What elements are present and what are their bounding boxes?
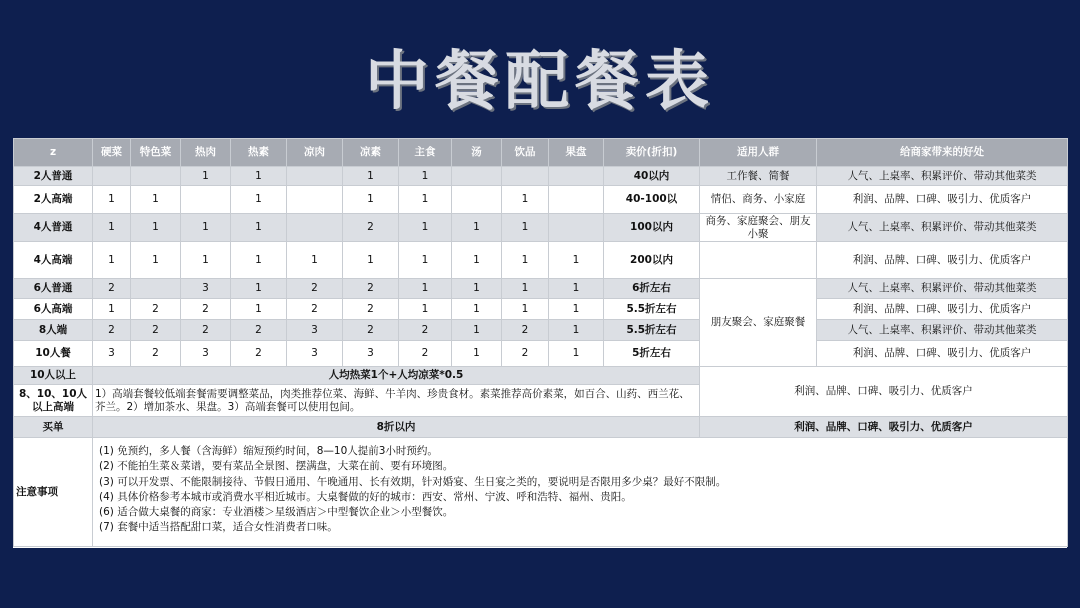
row-name: 4人普通 xyxy=(14,214,93,242)
header-cell: z xyxy=(14,139,93,167)
cell: 1 xyxy=(549,279,604,299)
cell: 1 xyxy=(131,242,181,279)
header-cell: 果盘 xyxy=(549,139,604,167)
header-cell: 硬菜 xyxy=(93,139,131,167)
cell: 3 xyxy=(343,341,399,367)
table-row xyxy=(14,341,1068,367)
price-cell: 5折左右 xyxy=(604,341,700,367)
cell: 1 xyxy=(502,186,549,214)
cell: 1 xyxy=(93,299,131,320)
cell xyxy=(549,186,604,214)
audience-cell: 商务、家庭聚会、朋友小聚 xyxy=(700,214,817,242)
row-name: 8、10、10人以上高端 xyxy=(14,385,93,417)
cell: 1 xyxy=(399,299,452,320)
cell: 2 xyxy=(131,320,181,341)
row-name: 8人端 xyxy=(14,320,93,341)
header-cell: 饮品 xyxy=(502,139,549,167)
cell: 1 xyxy=(399,186,452,214)
cell: 1 xyxy=(399,214,452,242)
note-line: (3) 可以开发票、不能限制接待、节假日通用、午晚通用、长有效期，针对婚宴、生日宴之类的，要说明是否限用多少桌？最好不限制。 xyxy=(99,475,727,488)
cell: 1 xyxy=(231,299,287,320)
cell: 1 xyxy=(502,242,549,279)
cell: 2 xyxy=(131,341,181,367)
benefit-cell: 利润、品牌、口碑、吸引力、优质客户 xyxy=(700,417,1068,438)
cell: 1 xyxy=(93,186,131,214)
cell: 2 xyxy=(287,299,343,320)
cell: 2 xyxy=(502,341,549,367)
note-line: (2) 不能拍生菜＆菜谱，要有菜品全景图、摆满盘，大菜在前、要有环境图。 xyxy=(99,460,454,473)
header-cell: 凉素 xyxy=(343,139,399,167)
cell: 2 xyxy=(231,320,287,341)
cell: 1 xyxy=(181,214,231,242)
cell: 1 xyxy=(399,242,452,279)
price-cell: 6折左右 xyxy=(604,279,700,299)
cell: 2 xyxy=(343,299,399,320)
table-row xyxy=(14,214,1068,242)
cell: 3 xyxy=(287,341,343,367)
cell xyxy=(181,186,231,214)
cell: 1 xyxy=(452,242,502,279)
cell: 1 xyxy=(181,242,231,279)
benefit-cell: 利润、品牌、口碑、吸引力、优质客户 xyxy=(817,242,1068,279)
price-cell: 5.5折左右 xyxy=(604,320,700,341)
header-cell: 热素 xyxy=(231,139,287,167)
cell: 2 xyxy=(287,279,343,299)
cell: 2 xyxy=(181,320,231,341)
cell: 2 xyxy=(399,320,452,341)
table-row xyxy=(14,299,1068,320)
cell: 1 xyxy=(399,167,452,186)
table-row xyxy=(14,417,1068,438)
table-row xyxy=(14,167,1068,186)
cell xyxy=(549,214,604,242)
page-title: 中餐配餐表 xyxy=(365,45,715,119)
note-line: (1) 免预约，多人餐（含海鲜）缩短预约时间，8—10人提前3小时预约。 xyxy=(99,445,438,457)
header-cell: 凉肉 xyxy=(287,139,343,167)
rule-cell: 人均热菜1个+人均凉菜*0.5 xyxy=(93,367,700,385)
header-cell: 给商家带来的好处 xyxy=(817,139,1068,167)
row-name: 10人以上 xyxy=(14,367,93,385)
table-row xyxy=(14,242,1068,279)
cell: 2 xyxy=(93,279,131,299)
cell: 1 xyxy=(452,299,502,320)
cell: 1 xyxy=(502,279,549,299)
header-cell: 卖价(折扣) xyxy=(604,139,700,167)
cell: 1 xyxy=(343,242,399,279)
menu-table-sheet xyxy=(13,138,1067,548)
cell: 1 xyxy=(549,341,604,367)
notes-label: 注意事项 xyxy=(14,438,93,547)
table-row xyxy=(14,279,1068,299)
rule-cell: 8折以内 xyxy=(93,417,700,438)
menu-table xyxy=(13,138,1068,547)
cell: 1 xyxy=(502,214,549,242)
cell xyxy=(131,167,181,186)
table-row xyxy=(14,186,1068,214)
row-name: 2人高端 xyxy=(14,186,93,214)
cell: 2 xyxy=(343,279,399,299)
header-cell: 主食 xyxy=(399,139,452,167)
rule-cell: 1）高端套餐较低端套餐需要调整菜品，肉类推荐位菜、海鲜、牛羊肉、珍贵食材。素菜推荐高价素菜，如百合、山药、西兰花、芥兰。2）增加茶水、果盘。3）高端套餐可以使用包间。 xyxy=(93,385,700,417)
audience-cell: 情侣、商务、小家庭 xyxy=(700,186,817,214)
notes-content xyxy=(93,438,1068,547)
cell: 1 xyxy=(93,242,131,279)
audience-cell: 朋友聚会、家庭聚餐 xyxy=(700,279,817,367)
table-row xyxy=(14,320,1068,341)
price-cell: 200以内 xyxy=(604,242,700,279)
cell xyxy=(502,167,549,186)
cell: 2 xyxy=(399,341,452,367)
audience-cell: 工作餐、简餐 xyxy=(700,167,817,186)
cell: 3 xyxy=(93,341,131,367)
benefit-cell: 人气、上桌率、积累评价、带动其他菜类 xyxy=(817,320,1068,341)
row-name: 买单 xyxy=(14,417,93,438)
audience-cell xyxy=(700,242,817,279)
row-name: 10人餐 xyxy=(14,341,93,367)
price-cell: 5.5折左右 xyxy=(604,299,700,320)
cell xyxy=(549,167,604,186)
cell: 2 xyxy=(231,341,287,367)
benefit-cell: 人气、上桌率、积累评价、带动其他菜类 xyxy=(817,279,1068,299)
benefit-cell: 人气、上桌率、积累评价、带动其他菜类 xyxy=(817,167,1068,186)
row-name: 6人高端 xyxy=(14,299,93,320)
note-line: (7) 套餐中适当搭配甜口菜，适合女性消费者口味。 xyxy=(99,521,338,534)
cell: 2 xyxy=(93,320,131,341)
cell: 1 xyxy=(549,299,604,320)
cell xyxy=(287,167,343,186)
price-cell: 100以内 xyxy=(604,214,700,242)
cell: 1 xyxy=(231,167,287,186)
cell xyxy=(93,167,131,186)
cell: 1 xyxy=(231,242,287,279)
notes-row xyxy=(14,438,1068,547)
cell: 1 xyxy=(502,299,549,320)
cell: 1 xyxy=(131,214,181,242)
cell: 1 xyxy=(231,279,287,299)
cell: 2 xyxy=(181,299,231,320)
benefit-cell: 人气、上桌率、积累评价、带动其他菜类 xyxy=(817,214,1068,242)
cell xyxy=(452,186,502,214)
cell: 1 xyxy=(93,214,131,242)
table-header-row xyxy=(14,139,1068,167)
cell xyxy=(287,214,343,242)
cell: 1 xyxy=(399,279,452,299)
cell: 3 xyxy=(181,279,231,299)
price-cell: 40-100以 xyxy=(604,186,700,214)
cell: 1 xyxy=(549,320,604,341)
cell: 1 xyxy=(181,167,231,186)
benefit-cell: 利润、品牌、口碑、吸引力、优质客户 xyxy=(700,367,1068,417)
cell: 2 xyxy=(343,320,399,341)
row-name: 4人高端 xyxy=(14,242,93,279)
cell: 1 xyxy=(343,186,399,214)
header-cell: 热肉 xyxy=(181,139,231,167)
header-cell: 特色菜 xyxy=(131,139,181,167)
row-name: 2人普通 xyxy=(14,167,93,186)
cell: 2 xyxy=(131,299,181,320)
cell: 1 xyxy=(287,242,343,279)
benefit-cell: 利润、品牌、口碑、吸引力、优质客户 xyxy=(817,186,1068,214)
cell: 1 xyxy=(452,341,502,367)
cell: 2 xyxy=(343,214,399,242)
cell: 2 xyxy=(502,320,549,341)
cell: 1 xyxy=(452,214,502,242)
cell: 1 xyxy=(131,186,181,214)
benefit-cell: 利润、品牌、口碑、吸引力、优质客户 xyxy=(817,299,1068,320)
header-cell: 适用人群 xyxy=(700,139,817,167)
benefit-cell: 利润、品牌、口碑、吸引力、优质客户 xyxy=(817,341,1068,367)
cell: 1 xyxy=(343,167,399,186)
cell xyxy=(452,167,502,186)
cell: 1 xyxy=(231,214,287,242)
table-row xyxy=(14,367,1068,385)
cell: 1 xyxy=(452,320,502,341)
cell: 1 xyxy=(452,279,502,299)
note-line: (4) 具体价格参考本城市或消费水平相近城市。大桌餐做的好的城市：西安、常州、宁波、呼和浩特、福州、贵阳。 xyxy=(99,490,632,503)
cell: 1 xyxy=(231,186,287,214)
cell xyxy=(131,279,181,299)
cell: 3 xyxy=(181,341,231,367)
cell xyxy=(287,186,343,214)
cell: 3 xyxy=(287,320,343,341)
row-name: 6人普通 xyxy=(14,279,93,299)
note-line: (6) 适合做大桌餐的商家：专业酒楼＞星级酒店＞中型餐饮企业＞小型餐饮。 xyxy=(99,506,454,519)
price-cell: 40以内 xyxy=(604,167,700,186)
cell: 1 xyxy=(549,242,604,279)
header-cell: 汤 xyxy=(452,139,502,167)
